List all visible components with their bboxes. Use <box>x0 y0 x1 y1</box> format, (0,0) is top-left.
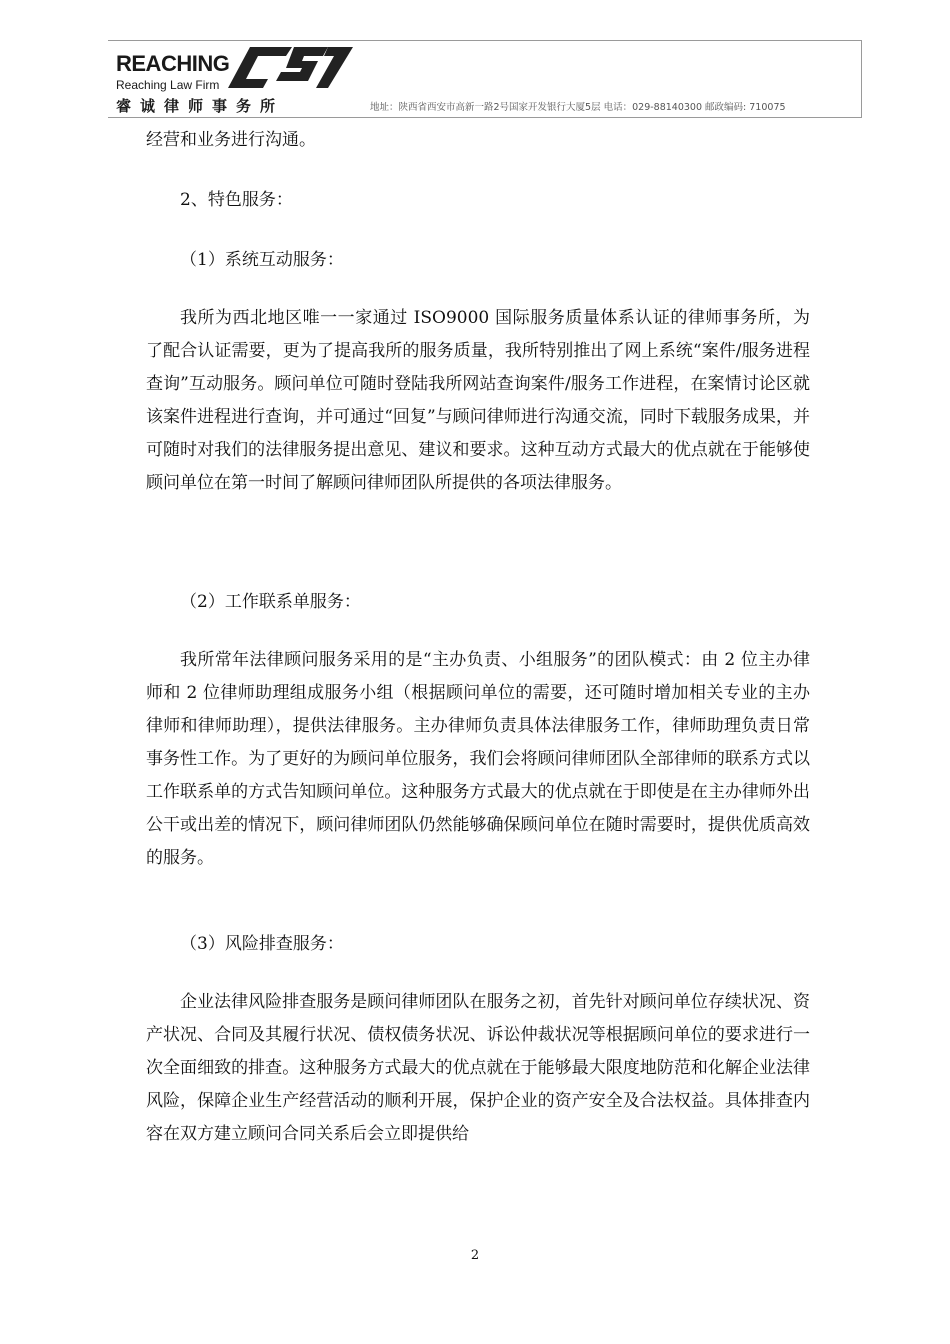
page-number: 2 <box>470 1248 480 1263</box>
brand-name-en: REACHING <box>116 51 230 76</box>
item-2-text: 我所常年法律顾问服务采用的是“主办负责、小组服务”的团队模式：由 2 位主办律师和 2 位律师助理组成服务小组（根据顾问单位的需要，还可随时增加相关专业的主办律师和律师助理），提供法律服务。主办律师负责具体法律服务工作，律师助理负责日常事务性工作。为了更好的为顾问单位服务，我们会将顾问律师团队全部律师的联系方式以工作联系单的方式告知顾问单位。这种服务方式最大的优点就在于即使是在主办律师外出公干或出差的情况下，顾问律师团队仍然能够确保顾问单位在随时需要时，提供优质高效的服务。 <box>146 650 810 868</box>
brand-name-cn: 睿诚律师事务所 <box>116 97 285 115</box>
logo-mark-icon <box>228 43 353 89</box>
item-1-title: （1）系统互动服务： <box>180 250 344 270</box>
letterhead <box>108 40 862 118</box>
item-3-text: 企业法律风险排查服务是顾问律师团队在服务之初，首先针对顾问单位存续状况、资产状况、合同及其履行状况、债权债务状况、诉讼仲裁状况等根据顾问单位的要求进行一次全面细致的排查。这种服务方式最大的优点就在于能够最大限度地防范和化解企业法律风险，保障企业生产经营活动的顺利开展，保护企业的资产安全及合法权益。具体排查内容在双方建立顾问合同关系后会立即提供给 <box>146 992 810 1144</box>
item-2-title: （2）工作联系单服务： <box>180 592 361 612</box>
item-1-text: 我所为西北地区唯一一家通过 ISO9000 国际服务质量体系认证的律师事务所，为了配合认证需要，更为了提高我所的服务质量，我所特别推出了网上系统“案件/服务进程查询”互动服务。顾问单位可随时登陆我所网站查询案件/服务工作进程，在案情讨论区就该案件进程进行查询，并可通过“回复”与顾问律师进行沟通交流，同时下载服务成果，并可随时对我们的法律服务提出意见、建议和要求。这种互动方式最大的优点就在于能够使顾问单位在第一时间了解顾问律师团队所提供的各项法律服务。 <box>146 308 810 493</box>
section-heading: 2、特色服务： <box>180 190 293 210</box>
firm-address: 地址：陕西省西安市高新一路2号国家开发银行大厦5层 电话：029-88140300 邮政编码: 710075 <box>370 102 786 113</box>
item-3-title: （3）风险排查服务： <box>180 934 344 954</box>
continuation-text: 经营和业务进行沟通。 <box>146 130 316 150</box>
brand-subtitle: Reaching Law Firm <box>116 78 220 92</box>
